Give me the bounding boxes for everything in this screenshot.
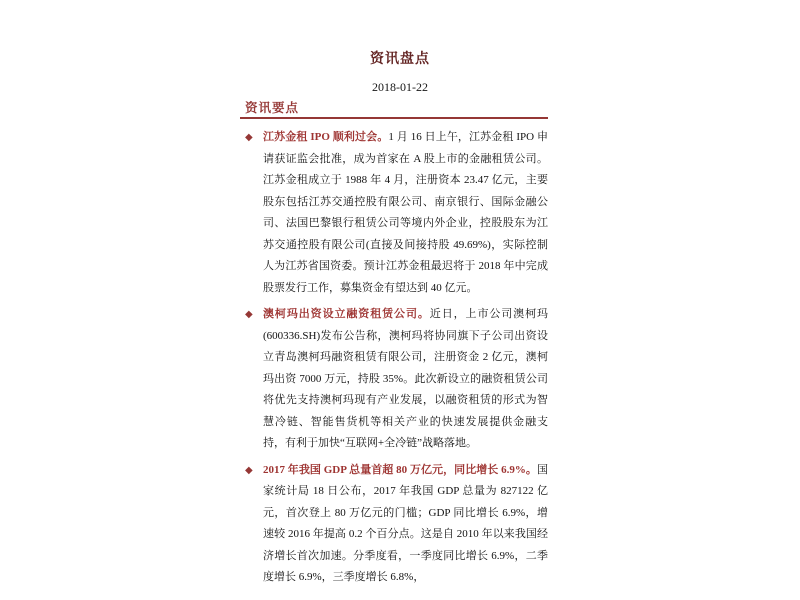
diamond-bullet-icon: ◆ xyxy=(245,464,253,476)
diamond-bullet-icon: ◆ xyxy=(245,132,253,143)
content-column xyxy=(240,101,548,589)
news-item-lead: 2017 年我国 GDP 总量首超 80 万亿元，同比增长 6.9%。 xyxy=(263,463,537,476)
news-item-body: 1 月 16 日上午，江苏金租 IPO 申请获证监会批准，成为首家在 A 股上市的金融租赁公司。江苏金租成立于 1988 年 4 月，注册资本 23.47 亿元，主要股东包括江苏交通控股有限公司、南京银行、国际金融公司、法国巴黎银行租赁公司等境内外企业，控股股东为江苏交通控股有限公司(直接及间接持股 49.69%)，实际控制人为江苏省国资委。预计江苏金租最迟将于 2018 年中完成股票发行工作，募集资金有望达到 40 亿元。 xyxy=(263,131,548,294)
news-item-lead: 江苏金租 IPO 顺利过会。 xyxy=(263,131,389,143)
doc-date: 2018-01-22 xyxy=(372,80,428,94)
news-item-body: 国家统计局 18 日公布，2017 年我国 GDP 总量为 827122 亿元，首次登上 80 万亿元的门槛；GDP 同比增长 6.9%，增速较 2016 年提高 0.2 个百分点。这是自 2010 年以来我国经济增长首次加速。分季度看，一季度同比增长 6.9%，二季度增长 6.9%，三季度增长 6.8%， xyxy=(263,463,548,583)
news-list xyxy=(240,127,548,589)
news-item xyxy=(240,460,548,589)
news-item xyxy=(240,304,548,455)
news-item xyxy=(240,127,548,299)
doc-title: 资讯盘点 xyxy=(370,52,430,67)
news-item-body: 近日，上市公司澳柯玛(600336.SH)发布公告称，澳柯玛将协同旗下子公司出资设立青岛澳柯玛融资租赁有限公司，注册资金 2 亿元，澳柯玛出资 7000 万元，持股 35%。此次新设立的融资租赁公司将优先支持澳柯玛现有产业发展，以融资租赁的形式为智慧冷链、智能售货机等相关产业的快速发展提供金融支持，有利于加快“互联网+全冷链”战略落地。 xyxy=(263,308,549,449)
diamond-bullet-icon: ◆ xyxy=(245,309,253,320)
news-item-lead: 澳柯玛出资设立融资租赁公司。 xyxy=(263,308,430,320)
section-rule xyxy=(240,117,548,119)
section-heading: 资讯要点 xyxy=(245,101,300,115)
